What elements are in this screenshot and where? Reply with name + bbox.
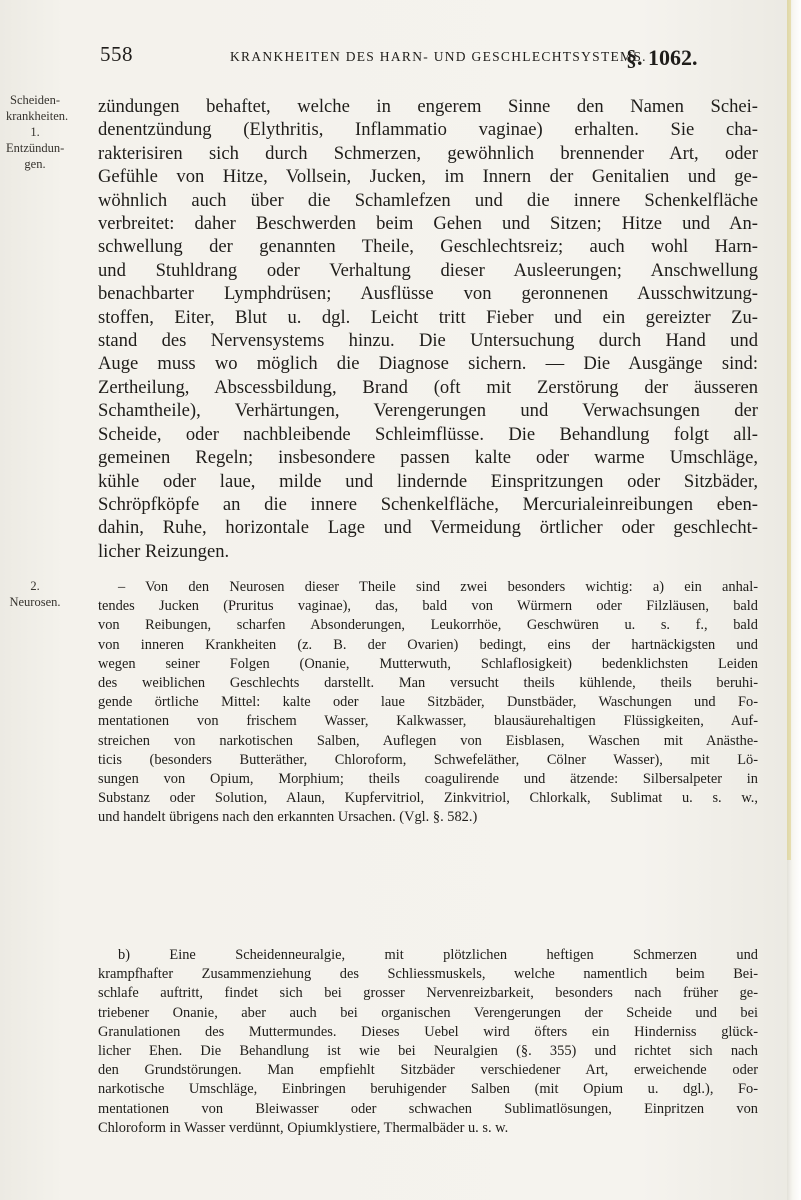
text-line: zündungen behaftet, welche in engerem Sinne den Namen Schei- bbox=[98, 96, 758, 117]
text-line: licher Ehen. Die Behandlung ist wie bei Neuralgien (§. 355) und richtet sich nach bbox=[98, 1043, 758, 1060]
text-line: denentzündung (Elythritis, Inflammatio vaginae) erhalten. Sie cha- bbox=[98, 119, 758, 141]
text-line: b) Eine Scheidenneuralgie, mit plötzlichen heftigen Schmerzen und bbox=[118, 947, 758, 963]
text-line: Scheide, oder nachbleibende Schleimflüsse. Die Behandlung folgt all- bbox=[98, 423, 758, 445]
paragraph-inflammations bbox=[98, 95, 758, 563]
text-line: mentationen von frischem Wasser, Kalkwasser, blausäurehaltigen Flüssigkeiten, Auf- bbox=[98, 713, 758, 730]
margin-note-line: 1. bbox=[30, 125, 40, 139]
text-line: kühle oder laue, milde und lindernde Einspritzungen oder Sitzbäder, bbox=[98, 470, 758, 492]
text-line: – Von den Neurosen dieser Theile sind zwei besonders wichtig: a) ein anhal- bbox=[118, 579, 758, 595]
text-line: stand des Nervensystems hinzu. Die Untersuchung durch Hand und bbox=[98, 330, 758, 352]
text-line: mentationen von Bleiwasser oder schwachen Sublimatlösungen, Einpritzen von bbox=[98, 1100, 758, 1117]
margin-note-neuroses bbox=[6, 578, 64, 610]
text-line: Schamtheile), Verhärtungen, Verengerungen und Verwachsungen der bbox=[98, 400, 758, 422]
text-line: stoffen, Eiter, Blut u. dgl. Leicht tritt Fieber und ein gereizter Zu- bbox=[98, 306, 758, 328]
margin-note-line: gen. bbox=[24, 157, 46, 171]
running-head: KRANKHEITEN DES HARN- UND GESCHLECHTSYSTEMS. bbox=[230, 49, 647, 64]
text-line: wöhnlich auch über die Schamlefzen und die innere Schenkelfläche bbox=[98, 189, 758, 211]
page-header bbox=[0, 42, 801, 82]
section-reference: §. 1062. bbox=[626, 45, 698, 70]
text-line: krampfhafter Zusammenziehung des Schliessmuskels, welche namentlich beim Bei- bbox=[98, 966, 758, 983]
text-line: Granulationen des Muttermundes. Dieses Uebel wird öfters ein Hinderniss glück- bbox=[98, 1023, 758, 1040]
text-line: und handelt übrigens nach den erkannten Ursachen. (Vgl. §. 582.) bbox=[98, 809, 478, 826]
text-line: dahin, Ruhe, horizontale Lage und Vermeidung örtlicher oder geschlecht- bbox=[98, 517, 758, 539]
margin-note-line: Neurosen. bbox=[9, 595, 61, 609]
text-line: gemeinen Regeln; insbesondere passen kalte oder warme Umschläge, bbox=[98, 447, 758, 469]
margin-note-line: Entzündun- bbox=[6, 141, 65, 155]
paragraph-neuroses-pruritus bbox=[98, 578, 758, 828]
text-line: sungen von Opium, Morphium; theils coagulirende und ätzende: Silbersalpeter in bbox=[98, 771, 758, 788]
text-line: licher Reizungen. bbox=[98, 540, 230, 562]
text-line: tendes Jucken (Pruritus vaginae), das, bald von Würmern oder Filzläusen, bald bbox=[98, 598, 758, 615]
margin-note-line: krankheiten. bbox=[6, 109, 69, 123]
text-line: schlafe auftritt, findet sich bei grosser Nervenreizbarkeit, besonders nach früher ge- bbox=[98, 985, 758, 1002]
text-line: verbreitet: daher Beschwerden beim Gehen und Sitzen; Hitze und An- bbox=[98, 213, 758, 235]
page-number: 558 bbox=[100, 42, 133, 66]
text-line: Zertheilung, Abscessbildung, Brand (oft mit Zerstörung der äusseren bbox=[98, 376, 758, 398]
text-line: narkotische Umschläge, Einbringen beruhigender Salben (mit Opium u. dgl.), Fo- bbox=[98, 1081, 758, 1098]
text-line: von inneren Krankheiten (z. B. der Ovarien) bedingt, eins der hartnäckigsten und bbox=[98, 636, 758, 653]
text-line: des weiblichen Geschlechts darstellt. Man versucht theils kühlende, theils beruhi- bbox=[98, 675, 758, 692]
paragraph-neuralgia bbox=[98, 946, 758, 1138]
text-line: ticis (besonders Butteräther, Chloroform, Schwefeläther, Cölner Wasser), mit Lö- bbox=[98, 751, 758, 768]
margin-note-line: Scheiden- bbox=[10, 93, 60, 107]
text-line: benachbarter Lymphdrüsen; Ausflüsse von geronnenen Ausschwitzung- bbox=[98, 283, 758, 305]
text-line: triebener Onanie, aber auch bei organischen Verengerungen der Scheide und bei bbox=[98, 1004, 758, 1021]
text-line: streichen von narkotischen Salben, Auflegen von Eisblasen, Waschen mit Anästhe- bbox=[98, 732, 758, 749]
text-line: Gefühle von Hitze, Vollsein, Jucken, im Innern der Genitalien und ge- bbox=[98, 166, 758, 188]
text-line: von Reibungen, scharfen Absonderungen, Leukorrhöe, Geschwüren u. s. f., bald bbox=[98, 617, 758, 634]
text-line: Auge muss wo möglich die Diagnose sichern. — Die Ausgänge sind: bbox=[98, 353, 758, 375]
margin-note-line: 2. bbox=[30, 579, 40, 593]
text-line: Schröpfköpfe an die innere Schenkelfläche, Mercurialeinreibungen eben- bbox=[98, 493, 758, 515]
text-line: den Grundstörungen. Man empfiehlt Sitzbäder verschiedener Art, erweichende oder bbox=[98, 1062, 758, 1079]
text-line: wegen seiner Folgen (Onanie, Mutterwuth, Schlaflosigkeit) bedenklichsten Leiden bbox=[98, 655, 758, 672]
margin-note-inflammations bbox=[6, 92, 69, 172]
text-line: schwellung der genannten Theile, Geschlechtsreiz; auch wohl Harn- bbox=[98, 236, 758, 258]
text-line: und Stuhldrang oder Verhaltung dieser Ausleerungen; Anschwellung bbox=[98, 259, 758, 281]
page-edge-marker bbox=[787, 0, 791, 860]
text-line: Chloroform in Wasser verdünnt, Opiumklystiere, Thermalbäder u. s. w. bbox=[98, 1119, 509, 1136]
text-line: gende örtliche Mittel: kalte oder laue Sitzbäder, Dunstbäder, Waschungen und Fo- bbox=[98, 694, 758, 711]
text-line: Substanz oder Solution, Alaun, Kupfervitriol, Zinkvitriol, Chlorkalk, Sublimat u. s. w., bbox=[98, 790, 758, 807]
text-line: rakterisiren sich durch Schmerzen, gewöhnlich brennender Art, oder bbox=[98, 142, 758, 164]
